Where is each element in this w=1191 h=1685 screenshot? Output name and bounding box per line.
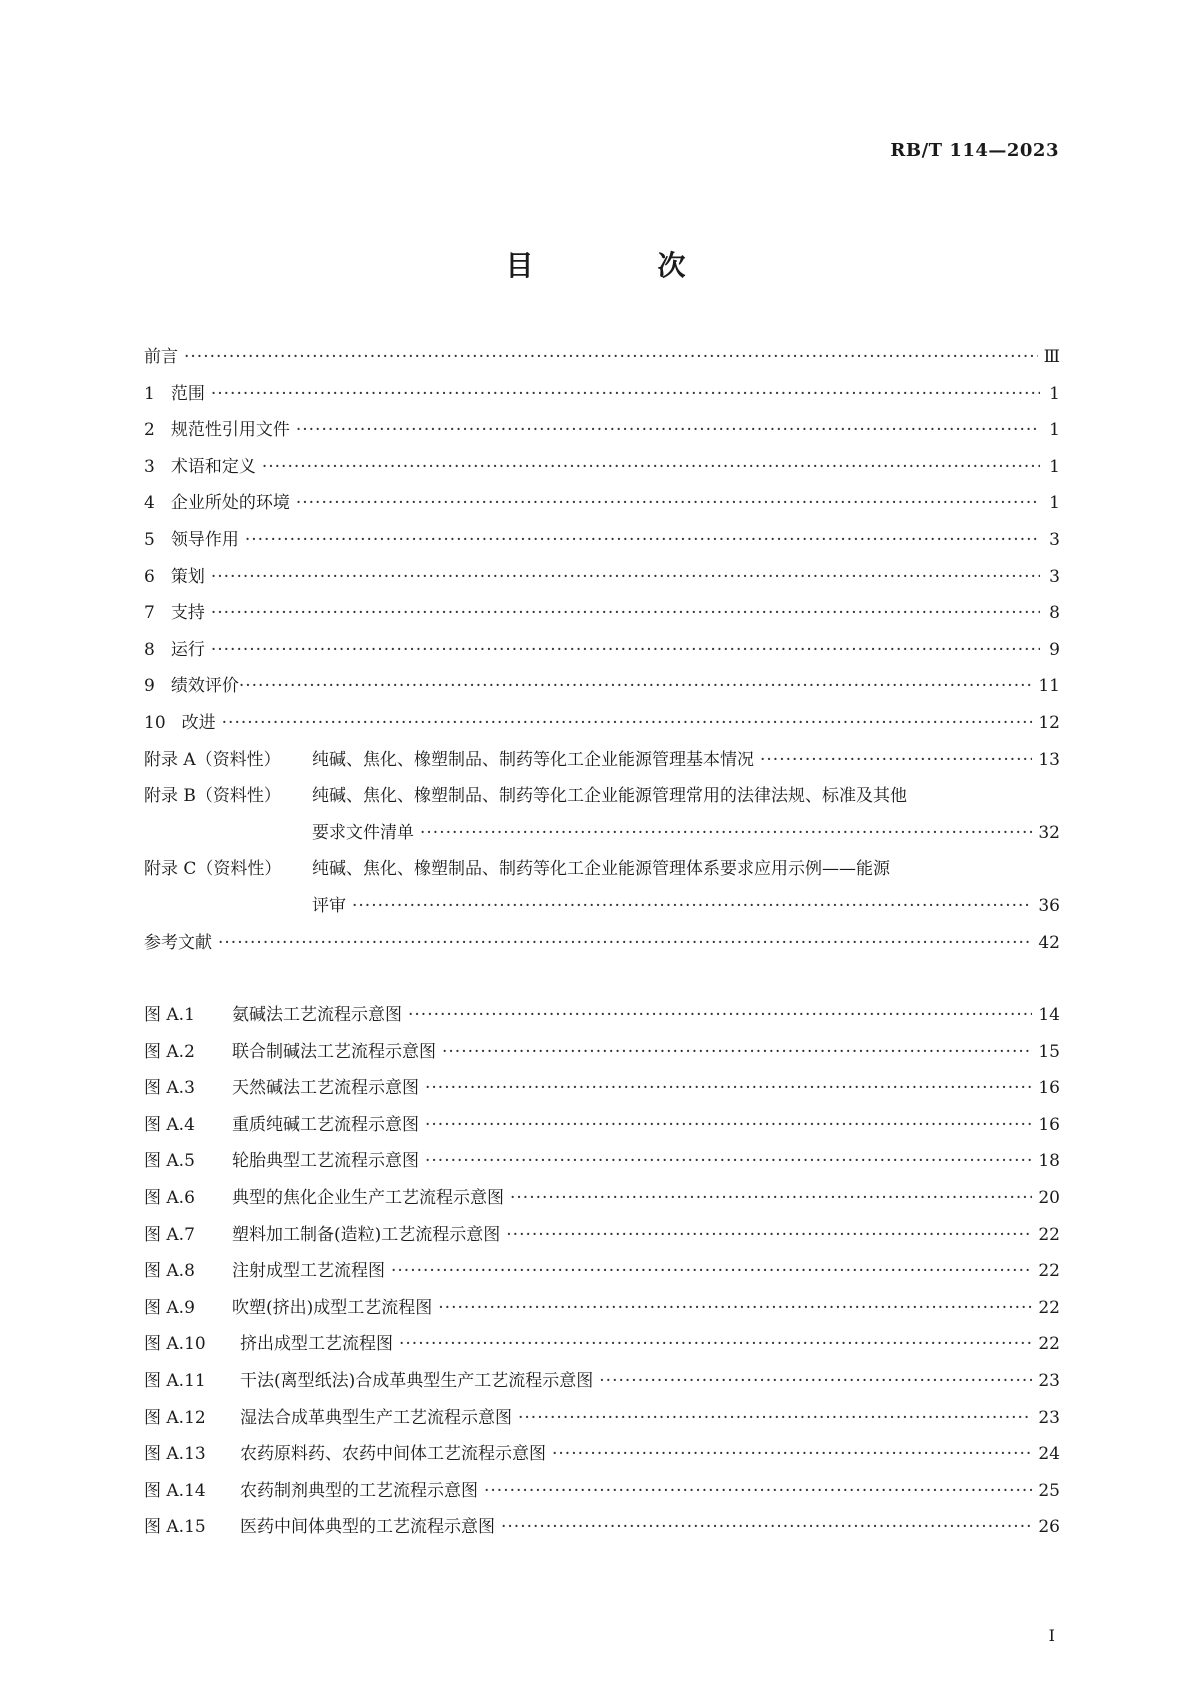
figure-title: 天然碱法工艺流程示意图 bbox=[232, 1078, 419, 1099]
leader-dots bbox=[420, 823, 1032, 843]
figure-page: 22 bbox=[1038, 1297, 1060, 1318]
figure-entry[interactable] bbox=[144, 1000, 1060, 1037]
toc-entry-number: 5 bbox=[144, 529, 155, 550]
list-of-figures bbox=[144, 1000, 1060, 1549]
leader-dots bbox=[510, 1188, 1032, 1208]
figure-number: 图 A.14 bbox=[144, 1480, 206, 1501]
figure-title: 轮胎典型工艺流程示意图 bbox=[232, 1151, 419, 1172]
figure-entry[interactable] bbox=[144, 1476, 1060, 1513]
figure-entry[interactable] bbox=[144, 1329, 1060, 1366]
figure-page: 18 bbox=[1038, 1151, 1060, 1172]
leader-dots bbox=[599, 1371, 1032, 1391]
leader-dots bbox=[218, 933, 1032, 953]
figure-page: 26 bbox=[1038, 1517, 1060, 1538]
toc-entry-number: 10 bbox=[144, 712, 166, 733]
toc-entry[interactable] bbox=[144, 562, 1060, 599]
leader-dots bbox=[552, 1444, 1032, 1464]
figure-number: 图 A.2 bbox=[144, 1041, 195, 1062]
toc-entry-label: 策划 bbox=[170, 566, 205, 587]
leader-dots bbox=[760, 750, 1032, 770]
toc-appendix-a[interactable] bbox=[144, 745, 1060, 782]
leader-dots bbox=[296, 420, 1040, 440]
figure-page: 22 bbox=[1038, 1224, 1060, 1245]
toc-entry-label: 前言 bbox=[144, 347, 178, 367]
leader-dots bbox=[211, 567, 1040, 587]
figure-entry[interactable] bbox=[144, 1146, 1060, 1183]
figure-page: 22 bbox=[1038, 1261, 1060, 1282]
leader-dots bbox=[296, 493, 1040, 513]
toc-entry-page: 9 bbox=[1049, 639, 1060, 660]
figure-number: 图 A.3 bbox=[144, 1078, 195, 1099]
figure-entry[interactable] bbox=[144, 1220, 1060, 1257]
toc-entry-label: 术语和定义 bbox=[170, 456, 256, 477]
toc-entry-foreword[interactable] bbox=[144, 342, 1060, 379]
figure-title: 塑料加工制备(造粒)工艺流程示意图 bbox=[232, 1224, 501, 1245]
appendix-label: 附录 B（资料性） bbox=[144, 786, 281, 807]
leader-dots bbox=[438, 1298, 1032, 1318]
figure-page: 23 bbox=[1038, 1370, 1060, 1391]
toc-entry-number: 2 bbox=[144, 420, 155, 441]
figure-entry[interactable] bbox=[144, 1366, 1060, 1403]
toc-entry-label: 范围 bbox=[170, 383, 205, 404]
toc-entry-label: 企业所处的环境 bbox=[170, 493, 290, 514]
figure-number: 图 A.6 bbox=[144, 1187, 195, 1208]
figure-title: 联合制碱法工艺流程示意图 bbox=[232, 1041, 436, 1062]
table-of-contents bbox=[144, 342, 1060, 964]
toc-entry[interactable] bbox=[144, 598, 1060, 635]
appendix-title-continued: 要求文件清单 bbox=[312, 822, 414, 843]
figure-entry[interactable] bbox=[144, 1073, 1060, 1110]
leader-dots bbox=[501, 1517, 1032, 1537]
toc-entry-label: 规范性引用文件 bbox=[170, 420, 290, 441]
figure-number: 图 A.5 bbox=[144, 1151, 195, 1172]
toc-entry-page: 1 bbox=[1049, 420, 1060, 441]
figure-page: 22 bbox=[1038, 1334, 1060, 1355]
leader-dots bbox=[262, 457, 1040, 477]
toc-entry-number: 7 bbox=[144, 603, 155, 624]
leader-dots bbox=[245, 530, 1040, 550]
figure-title: 吹塑(挤出)成型工艺流程图 bbox=[232, 1297, 433, 1318]
figure-title: 湿法合成革典型生产工艺流程示意图 bbox=[240, 1407, 512, 1428]
figure-title: 典型的焦化企业生产工艺流程示意图 bbox=[232, 1187, 504, 1208]
figure-page: 23 bbox=[1038, 1407, 1060, 1428]
leader-dots bbox=[425, 1151, 1032, 1171]
toc-entry-label: 运行 bbox=[170, 639, 205, 660]
appendix-title-continued: 评审 bbox=[312, 895, 346, 916]
figure-title: 农药原料药、农药中间体工艺流程示意图 bbox=[240, 1444, 546, 1465]
figure-title: 农药制剂典型的工艺流程示意图 bbox=[240, 1480, 478, 1501]
leader-dots bbox=[425, 1115, 1032, 1135]
leader-dots bbox=[211, 603, 1040, 623]
leader-dots bbox=[184, 347, 1038, 367]
figure-number: 图 A.13 bbox=[144, 1444, 206, 1465]
toc-entry[interactable] bbox=[144, 452, 1060, 489]
toc-entry-page: 8 bbox=[1049, 603, 1060, 624]
toc-appendix-b[interactable] bbox=[144, 781, 1060, 854]
appendix-title: 纯碱、焦化、橡塑制品、制药等化工企业能源管理基本情况 bbox=[312, 749, 754, 770]
figure-number: 图 A.12 bbox=[144, 1407, 206, 1428]
figure-title: 注射成型工艺流程图 bbox=[232, 1261, 385, 1282]
figure-page: 25 bbox=[1038, 1480, 1060, 1501]
toc-entry-page: 11 bbox=[1038, 676, 1060, 697]
figure-page: 14 bbox=[1038, 1005, 1060, 1025]
figure-number: 图 A.10 bbox=[144, 1334, 206, 1355]
figure-entry[interactable] bbox=[144, 1403, 1060, 1440]
appendix-label: 附录 A（资料性） bbox=[144, 749, 281, 770]
figure-number: 图 A.7 bbox=[144, 1224, 195, 1245]
figure-entry[interactable] bbox=[144, 1512, 1060, 1549]
figure-page: 16 bbox=[1038, 1078, 1060, 1099]
leader-dots bbox=[425, 1078, 1032, 1098]
toc-entry-page: 3 bbox=[1049, 566, 1060, 587]
leader-dots bbox=[222, 713, 1033, 733]
toc-entry-page: 13 bbox=[1038, 749, 1060, 770]
toc-entry[interactable] bbox=[144, 525, 1060, 562]
figure-number: 图 A.8 bbox=[144, 1261, 195, 1282]
toc-entry-page: 12 bbox=[1038, 712, 1060, 733]
figure-page: 16 bbox=[1038, 1114, 1060, 1135]
page-number: I bbox=[1048, 1626, 1055, 1645]
toc-entry-number: 4 bbox=[144, 493, 155, 514]
figure-number: 图 A.9 bbox=[144, 1297, 195, 1318]
toc-entry-references[interactable] bbox=[144, 928, 1060, 965]
toc-entry-page: 36 bbox=[1038, 895, 1060, 916]
leader-dots bbox=[211, 384, 1040, 404]
toc-entry-label: 支持 bbox=[170, 603, 205, 624]
toc-entry-number: 9 bbox=[144, 676, 155, 697]
toc-entry-page: 1 bbox=[1049, 383, 1060, 404]
toc-appendix-c[interactable] bbox=[144, 854, 1060, 927]
figure-number: 图 A.4 bbox=[144, 1114, 195, 1135]
appendix-title: 纯碱、焦化、橡塑制品、制药等化工企业能源管理体系要求应用示例——能源 bbox=[312, 859, 890, 880]
leader-dots bbox=[408, 1005, 1032, 1025]
toc-entry-page: 42 bbox=[1038, 932, 1060, 953]
toc-entry-number: 3 bbox=[144, 456, 155, 477]
appendix-title: 纯碱、焦化、橡塑制品、制药等化工企业能源管理常用的法律法规、标准及其他 bbox=[312, 786, 907, 807]
figure-entry[interactable] bbox=[144, 1110, 1060, 1147]
figure-title: 挤出成型工艺流程图 bbox=[240, 1334, 393, 1355]
toc-entry-label: 绩效评价 bbox=[170, 676, 239, 697]
toc-entry[interactable] bbox=[144, 635, 1060, 672]
toc-entry-page: Ⅲ bbox=[1043, 347, 1060, 367]
leader-dots bbox=[442, 1042, 1032, 1062]
leader-dots bbox=[391, 1261, 1032, 1281]
figure-number: 图 A.15 bbox=[144, 1517, 206, 1538]
toc-entry-number: 1 bbox=[144, 383, 155, 404]
toc-entry-label: 领导作用 bbox=[170, 529, 239, 550]
leader-dots bbox=[239, 676, 1033, 696]
figure-page: 20 bbox=[1038, 1187, 1060, 1208]
figure-title: 医药中间体典型的工艺流程示意图 bbox=[240, 1517, 495, 1538]
figure-entry[interactable] bbox=[144, 1183, 1060, 1220]
toc-entry[interactable] bbox=[144, 488, 1060, 525]
leader-dots bbox=[484, 1481, 1032, 1501]
figure-number: 图 A.11 bbox=[144, 1370, 206, 1391]
figure-entry[interactable] bbox=[144, 1037, 1060, 1074]
appendix-label: 附录 C（资料性） bbox=[144, 859, 282, 880]
leader-dots bbox=[352, 896, 1032, 916]
toc-entry-page: 1 bbox=[1049, 456, 1060, 477]
figure-title: 干法(离型纸法)合成革典型生产工艺流程示意图 bbox=[240, 1370, 594, 1391]
toc-entry-page: 1 bbox=[1049, 493, 1060, 514]
figure-entry[interactable] bbox=[144, 1256, 1060, 1293]
toc-entry-page: 3 bbox=[1049, 529, 1060, 550]
leader-dots bbox=[506, 1225, 1032, 1245]
figure-entry[interactable] bbox=[144, 1293, 1060, 1330]
figure-title: 氨碱法工艺流程示意图 bbox=[232, 1005, 402, 1025]
toc-entry[interactable] bbox=[144, 671, 1060, 708]
leader-dots bbox=[518, 1408, 1032, 1428]
figure-title: 重质纯碱工艺流程示意图 bbox=[232, 1114, 419, 1135]
figure-page: 15 bbox=[1038, 1041, 1060, 1062]
toc-entry-number: 6 bbox=[144, 566, 155, 587]
page-title: 目 次 bbox=[505, 249, 734, 282]
figure-entry[interactable] bbox=[144, 1439, 1060, 1476]
toc-entry[interactable] bbox=[144, 708, 1060, 745]
document-code: RB/T 114—2023 bbox=[890, 140, 1059, 161]
figure-page: 24 bbox=[1038, 1444, 1060, 1465]
toc-entry-page: 32 bbox=[1038, 822, 1060, 843]
toc-entry[interactable] bbox=[144, 379, 1060, 416]
leader-dots bbox=[211, 640, 1040, 660]
toc-entry-label: 改进 bbox=[181, 712, 216, 733]
toc-entry-label: 参考文献 bbox=[144, 932, 212, 953]
toc-entry-number: 8 bbox=[144, 639, 155, 660]
figure-number: 图 A.1 bbox=[144, 1005, 195, 1025]
leader-dots bbox=[399, 1334, 1032, 1354]
toc-entry[interactable] bbox=[144, 415, 1060, 452]
